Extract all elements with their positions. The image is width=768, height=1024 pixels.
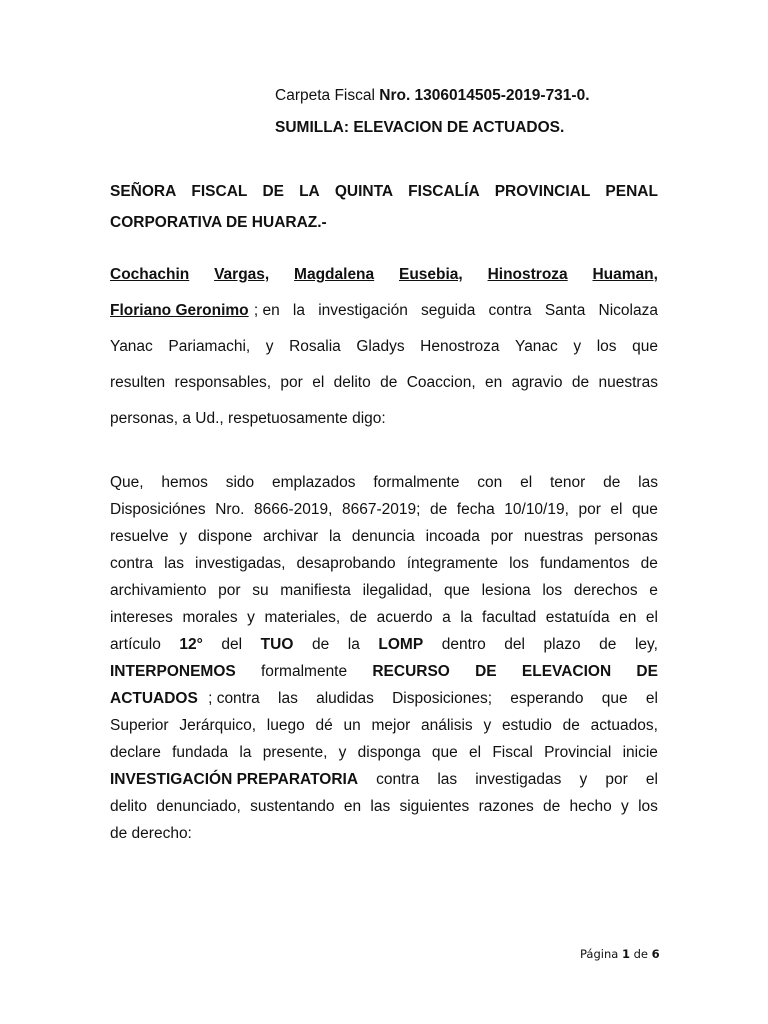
word: archivamiento <box>110 582 207 599</box>
word: investigación <box>318 302 408 319</box>
word: que <box>601 690 628 707</box>
word: el <box>469 744 482 761</box>
body-line-4 <box>110 555 658 573</box>
word: PROVINCIAL <box>494 183 591 200</box>
word: razones <box>478 798 534 815</box>
word: y <box>265 338 274 355</box>
word: por <box>578 501 601 518</box>
word: intereses <box>110 609 173 626</box>
word: los <box>638 798 658 815</box>
word: fundada <box>172 744 229 761</box>
word: seguida <box>421 302 476 319</box>
word: la <box>347 636 360 653</box>
page-label: Página <box>580 947 619 961</box>
body-line-9 <box>110 690 658 708</box>
word: artículo <box>110 636 161 653</box>
word: en <box>619 609 637 626</box>
word: nuestras <box>523 528 584 545</box>
word: contra <box>376 771 420 788</box>
word: archivar <box>263 528 319 545</box>
word: inicie <box>622 744 658 761</box>
word: de <box>571 374 590 391</box>
word: declare <box>110 744 161 761</box>
word: su <box>252 582 269 599</box>
word: responsables, <box>174 374 272 391</box>
petitioner-name: Floriano Geronimo <box>110 302 249 319</box>
word: investigadas <box>475 771 562 788</box>
word: contra <box>110 555 154 572</box>
word: que <box>632 501 658 518</box>
body-line-14: de derecho: <box>110 825 192 842</box>
word: el <box>312 374 325 391</box>
word: Superior <box>110 717 169 734</box>
word: íntegramente <box>406 555 499 572</box>
word: Santa <box>544 302 586 319</box>
word: el <box>645 609 658 626</box>
word: actuados, <box>590 717 658 734</box>
word: de <box>311 636 330 653</box>
word: materiales, <box>264 609 341 626</box>
word: FISCAL <box>191 183 248 200</box>
word: Vargas, <box>214 266 270 283</box>
word: lesiona <box>481 582 531 599</box>
word: por <box>490 528 514 545</box>
word: la <box>460 609 473 626</box>
word: fundamentos <box>539 555 630 572</box>
word: y <box>579 771 588 788</box>
word: Pariamachi, <box>168 338 251 355</box>
word: Jerárquico, <box>179 717 257 734</box>
word: de <box>380 374 398 391</box>
sumilla: SUMILLA: ELEVACION DE ACTUADOS. <box>275 119 565 136</box>
word: la <box>292 302 305 319</box>
word: el <box>645 690 658 707</box>
word: tenor <box>549 474 586 491</box>
word: Disposiciones; <box>392 690 492 707</box>
word: la <box>239 744 252 761</box>
word: morales <box>182 609 238 626</box>
word: Gladys <box>356 338 405 355</box>
word: las <box>437 771 458 788</box>
word: por <box>280 374 303 391</box>
word: Rosalia <box>289 338 341 355</box>
carpeta-fiscal-number: Nro. 1306014505-2019-731-0. <box>379 87 590 104</box>
word: presente, <box>262 744 328 761</box>
word: 8666-2019, <box>254 501 333 518</box>
body-line-1 <box>110 474 658 492</box>
word: las <box>370 798 391 815</box>
word: Cochachin <box>110 266 190 283</box>
addressee-line-1 <box>110 183 658 201</box>
word: desaprobando <box>296 555 396 572</box>
word: ; en <box>253 302 280 319</box>
word: formalmente <box>373 474 460 491</box>
word: y <box>621 798 629 815</box>
word: e <box>649 582 658 599</box>
word: PENAL <box>605 183 658 200</box>
word: formalmente <box>260 663 348 680</box>
body-line-11 <box>110 744 658 762</box>
word: disponga <box>357 744 421 761</box>
body-line-3 <box>110 528 658 546</box>
word: Huaman, <box>592 266 658 283</box>
article-number: 12° <box>179 636 203 653</box>
word: ley, <box>634 636 658 653</box>
body-line-5 <box>110 582 658 600</box>
word: DE <box>475 663 497 680</box>
word: Que, <box>110 474 144 491</box>
word: DE <box>262 183 284 200</box>
word: luego <box>266 717 305 734</box>
word: y <box>573 338 582 355</box>
word: ; contra <box>208 690 260 707</box>
word: sustentando <box>250 798 335 815</box>
interponemos: INTERPONEMOS <box>110 663 236 680</box>
word: el <box>520 474 533 491</box>
carpeta-fiscal-prefix: Carpeta Fiscal <box>275 87 375 104</box>
word: derechos <box>573 582 638 599</box>
word: delito <box>333 374 371 391</box>
word: agravio <box>511 374 563 391</box>
word: de <box>543 798 561 815</box>
word: nuestras <box>598 374 658 391</box>
word: por <box>605 771 628 788</box>
word: Disposiciónes <box>110 501 206 518</box>
word: dispone <box>197 528 253 545</box>
body-line-8 <box>110 663 658 681</box>
word: 10/10/19, <box>504 501 569 518</box>
word: hecho <box>569 798 612 815</box>
word: siguientes <box>399 798 470 815</box>
word: Nicolaza <box>598 302 658 319</box>
word: emplazados <box>271 474 356 491</box>
word: las <box>164 555 184 572</box>
body-line-10 <box>110 717 658 735</box>
investigacion-preparatoria: INVESTIGACIÓN PREPARATORIA <box>110 771 359 788</box>
page-number <box>580 947 660 961</box>
intro-line-2 <box>110 302 658 320</box>
word: RECURSO <box>372 663 450 680</box>
word: FISCALÍA <box>408 183 480 200</box>
word: Nro. <box>215 501 245 518</box>
word: incoada <box>425 528 480 545</box>
word: que <box>444 582 470 599</box>
word: y <box>483 717 492 734</box>
word: Magdalena <box>294 266 375 283</box>
word: 8667-2019; <box>342 501 421 518</box>
word: personas <box>594 528 658 545</box>
word: por <box>218 582 241 599</box>
body-line-12 <box>110 771 658 789</box>
word: SEÑORA <box>110 183 177 200</box>
word: manifiesta <box>280 582 351 599</box>
word: Eusebia, <box>398 266 463 283</box>
word: facultad <box>481 609 537 626</box>
word: estatuída <box>545 609 610 626</box>
word: de <box>430 501 448 518</box>
word: de <box>562 717 580 734</box>
word: ilegalidad, <box>362 582 433 599</box>
word: hemos <box>161 474 208 491</box>
word: y <box>179 528 188 545</box>
word: de <box>349 609 368 626</box>
word: DE <box>636 663 658 680</box>
word: que <box>431 744 458 761</box>
word: denuncia <box>351 528 415 545</box>
word: ELEVACION <box>521 663 612 680</box>
word: Fiscal <box>492 744 533 761</box>
page-total: 6 <box>651 947 660 961</box>
intro-line-1 <box>110 266 658 284</box>
word: y <box>338 744 347 761</box>
word: los <box>509 555 529 572</box>
word: Hinostroza <box>487 266 568 283</box>
word: resuelve <box>110 528 169 545</box>
word: y <box>247 609 255 626</box>
tuo-acronym: TUO <box>260 636 294 653</box>
body-line-13 <box>110 798 658 816</box>
word: del <box>221 636 243 653</box>
word: estudio <box>501 717 552 734</box>
word: mejor <box>371 717 411 734</box>
word: dentro <box>441 636 486 653</box>
intro-line-3 <box>110 338 658 356</box>
word: investigadas, <box>195 555 286 572</box>
word: aludidas <box>316 690 374 707</box>
word: dé <box>315 717 333 734</box>
word: los <box>596 338 617 355</box>
word: el <box>610 501 623 518</box>
word: LA <box>299 183 320 200</box>
word: el <box>645 771 658 788</box>
word: QUINTA <box>334 183 394 200</box>
word: delito <box>110 798 148 815</box>
word: un <box>343 717 361 734</box>
word: denunciado, <box>156 798 241 815</box>
page-sep: de <box>633 947 648 961</box>
word: con <box>477 474 503 491</box>
word: en <box>343 798 362 815</box>
word: de <box>599 636 617 653</box>
carpeta-fiscal-line <box>275 87 590 105</box>
word: de <box>603 474 621 491</box>
word: contra <box>488 302 532 319</box>
word: esperando <box>510 690 584 707</box>
body-line-7 <box>110 636 658 654</box>
word: plazo <box>543 636 581 653</box>
word: análisis <box>420 717 473 734</box>
word: de <box>640 555 658 572</box>
word: Henostroza <box>420 338 500 355</box>
word: Yanac <box>515 338 558 355</box>
word: fecha <box>456 501 495 518</box>
word: a <box>442 609 451 626</box>
word: los <box>542 582 563 599</box>
addressee-line-2: CORPORATIVA DE HUARAZ.- <box>110 214 327 231</box>
actuados: ACTUADOS <box>110 690 198 707</box>
word: Yanac <box>110 338 153 355</box>
word: en <box>485 374 503 391</box>
word: Provincial <box>544 744 612 761</box>
word: las <box>638 474 658 491</box>
page-current: 1 <box>621 947 630 961</box>
word: Coaccion, <box>406 374 476 391</box>
word: del <box>504 636 525 653</box>
word: que <box>632 338 658 355</box>
intro-line-4 <box>110 374 658 392</box>
body-line-6 <box>110 609 658 627</box>
word: sido <box>225 474 255 491</box>
lomp-acronym: LOMP <box>378 636 424 653</box>
word: las <box>278 690 298 707</box>
word: la <box>328 528 342 545</box>
word: resulten <box>110 374 166 391</box>
body-line-2 <box>110 501 658 519</box>
word: acuerdo <box>376 609 433 626</box>
intro-line-5: personas, a Ud., respetuosamente digo: <box>110 410 386 427</box>
